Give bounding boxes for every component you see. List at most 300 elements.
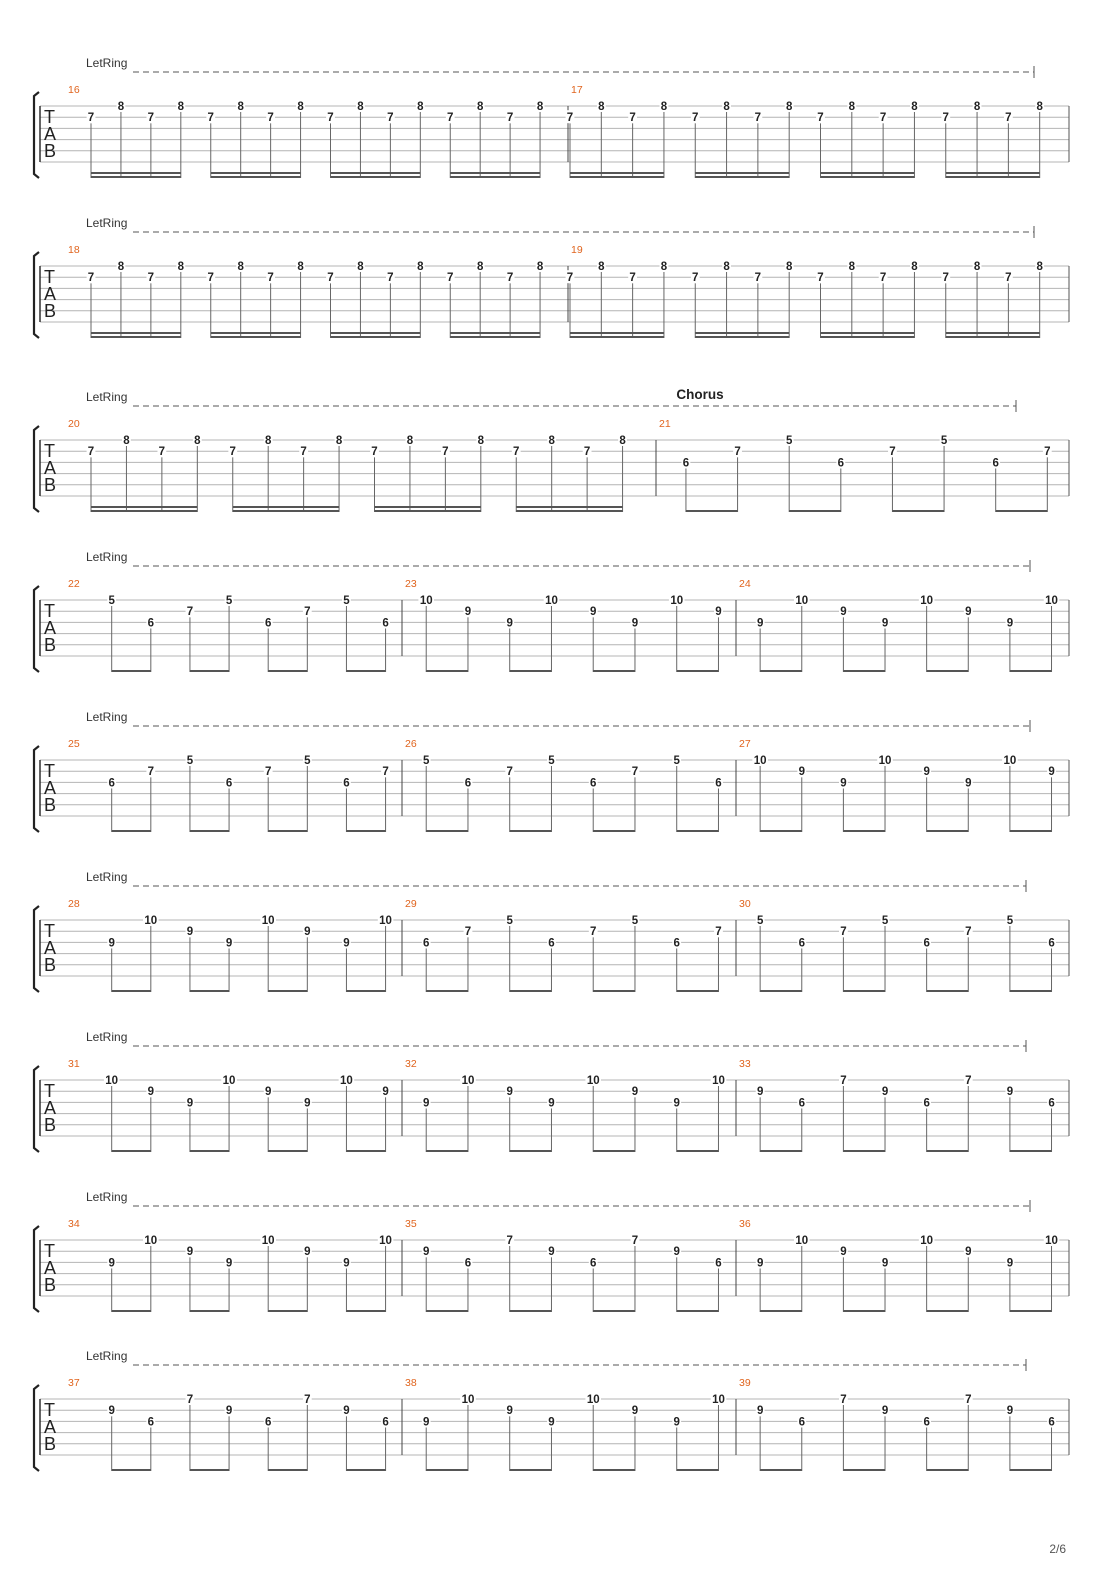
fret-number: 10 [545, 595, 558, 607]
fret-number: 9 [108, 1405, 115, 1418]
tab-clef-letter: B [44, 301, 57, 321]
fret-number: 9 [756, 617, 764, 630]
tab-clef-letter: B [44, 141, 57, 161]
fret-number: 5 [225, 595, 233, 607]
fret-number: 7 [442, 446, 449, 459]
fret-number: 7 [327, 112, 334, 125]
fret-number: 7 [840, 926, 847, 939]
fret-number: 8 [417, 261, 424, 273]
fret-number: 9 [506, 617, 513, 630]
beam-primary [268, 1469, 307, 1471]
beam-primary [112, 1150, 151, 1152]
beam-primary [190, 1469, 229, 1471]
fret-number: 6 [923, 937, 930, 950]
measure-number: 16 [68, 84, 80, 96]
let-ring-label: LetRing [86, 550, 128, 564]
beam-secondary [695, 332, 789, 334]
measure-number: 29 [405, 898, 417, 910]
fret-number: 9 [881, 1257, 889, 1270]
beam-primary [346, 1310, 385, 1312]
system-bracket [34, 252, 39, 338]
fret-number: 9 [756, 1086, 764, 1099]
beam-primary [1010, 1150, 1052, 1152]
fret-number: 7 [327, 272, 334, 285]
beam-secondary [211, 332, 301, 334]
beam-primary [331, 336, 421, 338]
let-ring-label: LetRing [86, 390, 128, 404]
beam-secondary [946, 332, 1040, 334]
fret-number: 8 [973, 101, 981, 113]
fret-number: 7 [264, 766, 272, 779]
beam-primary [510, 1469, 552, 1471]
fret-number: 9 [590, 606, 597, 619]
tab-clef-letter: T [44, 921, 55, 941]
fret-number: 7 [715, 926, 722, 939]
beam-primary [346, 990, 385, 992]
tab-system [34, 710, 1069, 832]
fret-number: 9 [1006, 617, 1014, 630]
fret-number: 7 [147, 112, 155, 125]
measure-number: 17 [571, 84, 583, 96]
fret-number: 5 [940, 435, 948, 447]
let-ring-label: LetRing [86, 870, 128, 884]
fret-number: 8 [1036, 261, 1043, 273]
fret-number: 7 [207, 112, 214, 125]
fret-number: 7 [942, 272, 949, 285]
tab-system [34, 870, 1069, 992]
measure-number: 27 [739, 738, 751, 750]
beam-secondary [450, 172, 540, 174]
tab-system [34, 1030, 1069, 1152]
fret-number: 7 [1044, 446, 1051, 459]
beam-primary [510, 830, 552, 832]
fret-number: 8 [911, 261, 918, 273]
beam-primary [677, 830, 719, 832]
measure-number: 38 [405, 1377, 417, 1389]
system-bracket [34, 746, 39, 832]
fret-number: 7 [506, 272, 514, 285]
tab-clef-letter: T [44, 107, 55, 127]
fret-number: 5 [108, 595, 115, 607]
beam-primary [1010, 830, 1052, 832]
beam-primary [593, 670, 635, 672]
fret-number: 9 [343, 1257, 350, 1270]
beam-primary [593, 1310, 635, 1312]
fret-number: 9 [840, 777, 847, 790]
tab-system [34, 387, 1069, 512]
system-bracket [34, 586, 39, 672]
fret-number: 6 [992, 457, 999, 470]
fret-number: 9 [881, 617, 889, 630]
beam-primary [760, 830, 802, 832]
fret-number: 9 [382, 1086, 389, 1099]
fret-number: 6 [798, 937, 805, 950]
beam-secondary [91, 172, 181, 174]
measure-number: 31 [68, 1058, 80, 1070]
fret-number: 10 [1045, 1235, 1058, 1247]
fret-number: 9 [225, 1405, 233, 1418]
fret-number: 10 [712, 1075, 725, 1087]
beam-primary [516, 510, 622, 512]
fret-number: 10 [586, 1394, 600, 1406]
tab-system [34, 56, 1069, 178]
fret-number: 7 [267, 272, 274, 285]
tab-system [34, 1349, 1069, 1471]
fret-number: 10 [261, 1235, 275, 1247]
fret-number: 8 [297, 261, 304, 273]
tab-clef-letter: T [44, 601, 55, 621]
fret-number: 8 [973, 261, 981, 273]
fret-number: 5 [881, 915, 889, 927]
fret-number: 7 [229, 446, 236, 459]
fret-number: 6 [1048, 1416, 1055, 1429]
beam-primary [346, 830, 385, 832]
beam-primary [927, 1150, 969, 1152]
beam-secondary [331, 332, 421, 334]
fret-number: 6 [264, 617, 272, 630]
fret-number: 8 [237, 101, 244, 113]
beam-primary [190, 990, 229, 992]
beam-primary [510, 1310, 552, 1312]
system-bracket [34, 426, 39, 512]
fret-number: 7 [158, 446, 166, 459]
fret-number: 5 [756, 915, 764, 927]
fret-number: 7 [692, 112, 699, 125]
system-bracket [34, 906, 39, 992]
fret-number: 10 [340, 1075, 353, 1087]
fret-number: 7 [583, 446, 591, 459]
fret-number: 8 [536, 261, 544, 273]
fret-number: 10 [379, 915, 392, 927]
fret-number: 9 [1006, 1405, 1014, 1418]
fret-number: 7 [879, 112, 887, 125]
measure-number: 25 [68, 738, 80, 750]
fret-number: 8 [117, 101, 125, 113]
beam-primary [190, 830, 229, 832]
fret-number: 10 [586, 1075, 600, 1087]
tab-clef-letter: A [44, 1258, 57, 1278]
fret-number: 9 [756, 1405, 764, 1418]
beam-secondary [821, 332, 915, 334]
system-bracket [34, 1226, 39, 1312]
fret-number: 6 [590, 777, 597, 790]
beam-primary [112, 1469, 151, 1471]
system-bracket [34, 1385, 39, 1471]
fret-number: 10 [379, 1235, 392, 1247]
fret-number: 8 [123, 435, 130, 447]
beam-primary [510, 990, 552, 992]
fret-number: 8 [477, 435, 485, 447]
fret-number: 7 [566, 112, 574, 125]
fret-number: 7 [447, 112, 454, 125]
beam-primary [789, 510, 841, 512]
beam-primary [233, 510, 339, 512]
fret-number: 8 [548, 435, 555, 447]
fret-number: 10 [261, 915, 275, 927]
fret-number: 7 [566, 272, 574, 285]
tab-clef-letter: A [44, 618, 57, 638]
let-ring-label: LetRing [86, 710, 128, 724]
fret-number: 9 [464, 606, 472, 619]
tab-clef-letter: T [44, 1400, 55, 1420]
fret-number: 9 [965, 777, 972, 790]
fret-number: 7 [817, 112, 824, 125]
tab-clef-letter: A [44, 1417, 57, 1437]
measure-number: 39 [739, 1377, 751, 1389]
beam-primary [892, 510, 944, 512]
fret-number: 7 [692, 272, 699, 285]
beam-primary [677, 1469, 719, 1471]
fret-number: 7 [300, 446, 307, 459]
beam-primary [695, 176, 789, 178]
fret-number: 7 [387, 112, 394, 125]
beam-secondary [821, 172, 915, 174]
fret-number: 9 [147, 1086, 155, 1099]
fret-number: 7 [382, 766, 389, 779]
beam-primary [112, 1310, 151, 1312]
fret-number: 7 [631, 766, 639, 779]
tab-clef-letter: B [44, 475, 57, 495]
fret-number: 7 [464, 926, 472, 939]
tab-clef-letter: B [44, 1434, 57, 1454]
beam-primary [843, 1150, 885, 1152]
fret-number: 6 [1048, 937, 1055, 950]
beam-primary [190, 1150, 229, 1152]
beam-primary [843, 1310, 885, 1312]
beam-secondary [233, 506, 339, 508]
fret-number: 8 [723, 261, 730, 273]
fret-number: 10 [105, 1075, 119, 1087]
fret-number: 7 [590, 926, 597, 939]
beam-primary [91, 176, 181, 178]
beam-secondary [946, 172, 1040, 174]
fret-number: 9 [798, 766, 805, 779]
beam-primary [1010, 670, 1052, 672]
beam-primary [211, 336, 301, 338]
tab-clef-letter: T [44, 1081, 55, 1101]
tab-clef-letter: A [44, 938, 57, 958]
let-ring-label: LetRing [86, 56, 128, 70]
fret-number: 8 [660, 101, 668, 113]
beam-primary [426, 990, 468, 992]
beam-primary [450, 336, 540, 338]
beam-primary [190, 670, 229, 672]
fret-number: 10 [753, 755, 767, 767]
fret-number: 9 [673, 1246, 680, 1259]
fret-number: 7 [87, 112, 95, 125]
fret-number: 7 [629, 272, 636, 285]
fret-number: 7 [965, 926, 972, 939]
fret-number: 7 [186, 606, 194, 619]
fret-number: 9 [756, 1257, 764, 1270]
measure-number: 32 [405, 1058, 417, 1070]
measure-number: 33 [739, 1058, 751, 1070]
fret-number: 8 [357, 101, 364, 113]
beam-primary [677, 990, 719, 992]
fret-number: 7 [734, 446, 741, 459]
fret-number: 8 [785, 101, 793, 113]
fret-number: 9 [423, 1097, 430, 1110]
beam-secondary [450, 332, 540, 334]
fret-number: 9 [1006, 1086, 1014, 1099]
fret-number: 9 [108, 937, 115, 950]
beam-primary [450, 176, 540, 178]
fret-number: 8 [619, 435, 626, 447]
beam-primary [821, 336, 915, 338]
fret-number: 7 [754, 112, 762, 125]
tab-clef-letter: A [44, 124, 57, 144]
fret-number: 9 [264, 1086, 272, 1099]
fret-number: 9 [840, 606, 847, 619]
fret-number: 9 [548, 1416, 555, 1429]
beam-secondary [570, 172, 664, 174]
fret-number: 8 [417, 101, 424, 113]
page-number: 2/6 [1049, 1542, 1066, 1556]
fret-number: 8 [335, 435, 343, 447]
tab-clef-letter: B [44, 1275, 57, 1295]
fret-number: 8 [406, 435, 414, 447]
fret-number: 7 [631, 1235, 639, 1247]
fret-number: 8 [297, 101, 304, 113]
fret-number: 7 [965, 1075, 972, 1087]
tab-clef-letter: A [44, 1098, 57, 1118]
measure-number: 21 [659, 418, 671, 430]
fret-number: 6 [682, 457, 690, 470]
fret-number: 9 [343, 937, 350, 950]
fret-number: 6 [264, 1416, 272, 1429]
fret-number: 10 [144, 1235, 158, 1247]
beam-primary [190, 1310, 229, 1312]
fret-number: 10 [144, 915, 158, 927]
beam-primary [426, 1310, 468, 1312]
beam-primary [843, 670, 885, 672]
fret-number: 8 [357, 261, 364, 273]
fret-number: 8 [723, 101, 730, 113]
beam-primary [593, 1469, 635, 1471]
fret-number: 10 [461, 1394, 475, 1406]
tab-clef-letter: B [44, 1115, 57, 1135]
fret-number: 9 [186, 1097, 194, 1110]
measure-number: 22 [68, 578, 80, 590]
fret-number: 6 [147, 1416, 155, 1429]
fret-number: 9 [186, 926, 194, 939]
fret-number: 9 [631, 617, 639, 630]
fret-number: 9 [673, 1416, 680, 1429]
beam-primary [760, 1469, 802, 1471]
measure-number: 35 [405, 1218, 417, 1230]
beam-primary [677, 670, 719, 672]
fret-number: 6 [147, 617, 155, 630]
fret-number: 6 [382, 617, 389, 630]
tab-clef-letter: T [44, 267, 55, 287]
fret-number: 10 [795, 595, 809, 607]
fret-number: 9 [423, 1246, 430, 1259]
fret-number: 9 [1006, 1257, 1014, 1270]
beam-primary [570, 176, 664, 178]
beam-primary [112, 990, 151, 992]
fret-number: 9 [304, 1246, 311, 1259]
fret-number: 7 [1005, 112, 1012, 125]
tab-clef-letter: A [44, 778, 57, 798]
fret-number: 10 [920, 1235, 934, 1247]
fret-number: 8 [785, 261, 793, 273]
tab-clef-letter: B [44, 955, 57, 975]
fret-number: 8 [536, 101, 544, 113]
fret-number: 6 [343, 777, 350, 790]
fret-number: 9 [225, 937, 233, 950]
fret-number: 6 [923, 1416, 930, 1429]
fret-number: 7 [942, 112, 949, 125]
beam-primary [346, 670, 385, 672]
fret-number: 6 [715, 1257, 722, 1270]
measure-number: 20 [68, 418, 80, 430]
fret-number: 9 [923, 766, 930, 779]
beam-primary [1010, 990, 1052, 992]
let-ring-label: LetRing [86, 1030, 128, 1044]
fret-number: 9 [506, 1086, 513, 1099]
fret-number: 6 [673, 937, 680, 950]
beam-primary [760, 990, 802, 992]
fret-number: 5 [304, 755, 311, 767]
fret-number: 5 [548, 755, 555, 767]
fret-number: 9 [186, 1246, 194, 1259]
fret-number: 9 [673, 1097, 680, 1110]
fret-number: 7 [147, 272, 155, 285]
tab-clef-letter: T [44, 441, 55, 461]
tab-system [34, 550, 1069, 672]
beam-secondary [570, 332, 664, 334]
fret-number: 9 [631, 1086, 639, 1099]
beam-primary [593, 1150, 635, 1152]
fret-number: 9 [548, 1246, 555, 1259]
fret-number: 5 [506, 915, 513, 927]
fret-number: 9 [548, 1097, 555, 1110]
fret-number: 7 [267, 112, 274, 125]
tab-clef-letter: A [44, 458, 57, 478]
fret-number: 5 [1006, 915, 1014, 927]
beam-primary [927, 1310, 969, 1312]
measure-number: 23 [405, 578, 417, 590]
beam-secondary [516, 506, 622, 508]
beam-primary [375, 510, 481, 512]
beam-primary [927, 830, 969, 832]
beam-secondary [211, 172, 301, 174]
fret-number: 7 [304, 606, 311, 619]
fret-number: 9 [631, 1405, 639, 1418]
fret-number: 7 [147, 766, 155, 779]
beam-primary [677, 1150, 719, 1152]
fret-number: 8 [598, 101, 605, 113]
beam-primary [331, 176, 421, 178]
fret-number: 6 [837, 457, 845, 470]
fret-number: 8 [598, 261, 605, 273]
fret-number: 10 [419, 595, 433, 607]
fret-number: 6 [590, 1257, 597, 1270]
fret-number: 8 [476, 101, 484, 113]
fret-number: 7 [513, 446, 520, 459]
fret-number: 10 [461, 1075, 475, 1087]
fret-number: 10 [222, 1075, 236, 1087]
let-ring-label: LetRing [86, 216, 128, 230]
fret-number: 8 [1036, 101, 1043, 113]
tab-clef-letter: T [44, 761, 55, 781]
fret-number: 8 [264, 435, 272, 447]
fret-number: 5 [423, 755, 430, 767]
fret-number: 7 [506, 1235, 513, 1247]
fret-number: 7 [817, 272, 824, 285]
beam-primary [426, 1150, 468, 1152]
beam-primary [211, 176, 301, 178]
